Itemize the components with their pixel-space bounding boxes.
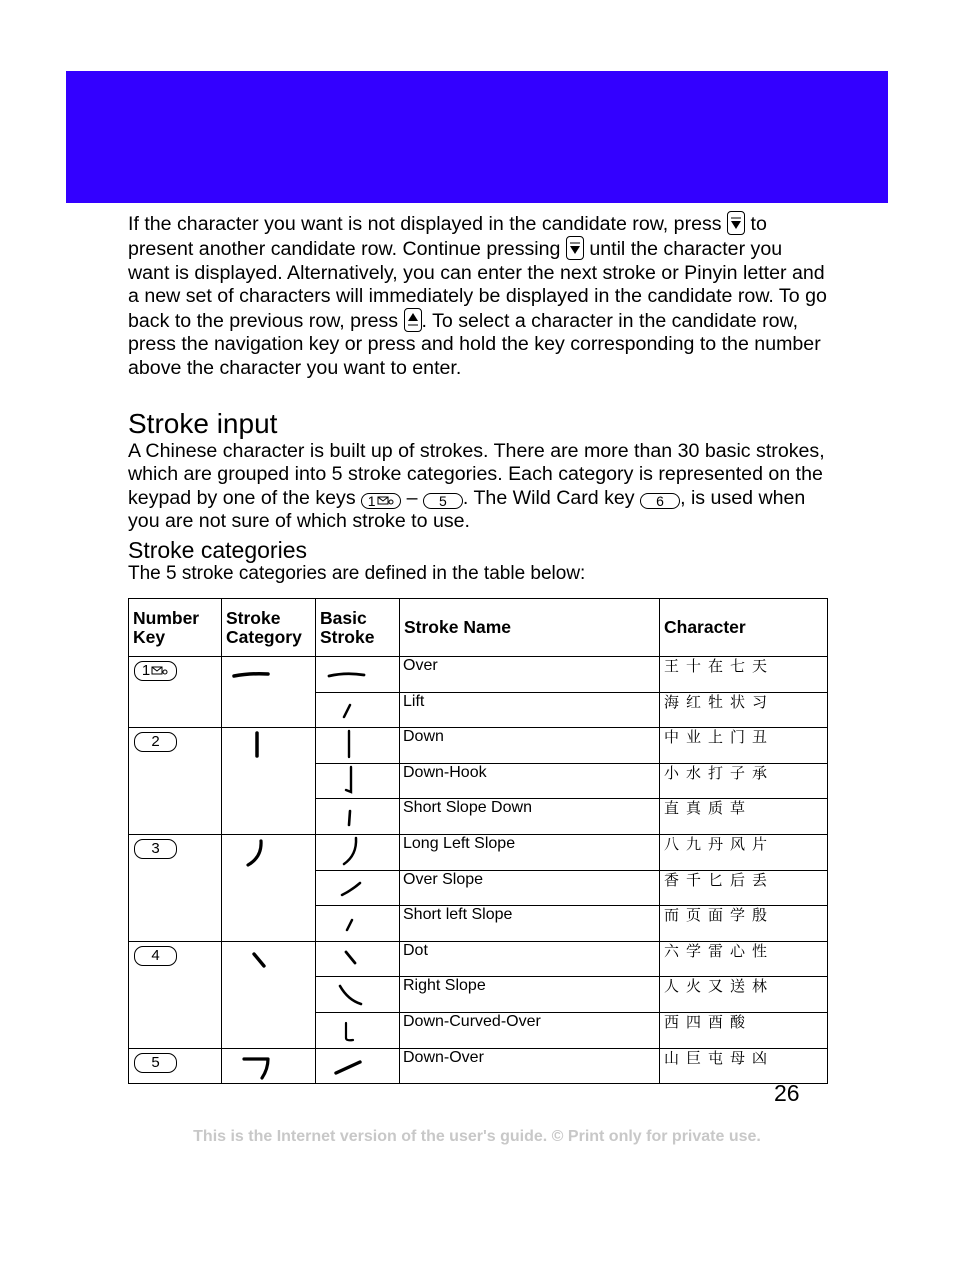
paragraph-text-1: If the character you want is not displayed in the candidate row, press: [128, 213, 722, 235]
stroke-categories-intro: The 5 stroke categories are defined in the table below:: [128, 563, 586, 584]
key-4-icon: 4: [134, 946, 177, 966]
table-row: [129, 728, 828, 764]
stroke-name: Down: [400, 728, 660, 764]
number-key-cell: [129, 834, 222, 941]
basic-stroke-down-over-icon: [316, 1048, 400, 1084]
footer-notice: This is the Internet version of the user's guide. © Print only for private use.: [193, 1128, 761, 1145]
example-characters: 山巨屯母凶: [660, 1048, 828, 1084]
basic-stroke-lift-icon: [316, 692, 400, 728]
example-characters: 香千匕后丢: [660, 870, 828, 906]
example-characters: 八九丹风片: [660, 834, 828, 870]
basic-stroke-long-left-slope-icon: [316, 834, 400, 870]
key-5-icon: 5: [423, 493, 463, 509]
stroke-input-text-2: . The Wild Card key: [462, 486, 635, 509]
stroke-name: Down-Curved-Over: [400, 1012, 660, 1048]
stroke-input-text-1: A Chinese character is built up of strokes. There are more than 30 basic strokes, which are grouped into 5 stroke categories. Each category is represented on the keypad by one of the keys: [128, 440, 825, 509]
table-row: [129, 941, 828, 977]
paragraph-text-3: until the character you want is displayed. Alternatively, you can enter the next stroke or Pinyin letter and a new set of characters will immediately be displayed in the candidate row. To go back to the previous row, press: [128, 238, 827, 333]
basic-stroke-short-slope-down-icon: [316, 799, 400, 835]
key-1-icon: 1: [361, 493, 401, 509]
key-2-icon: 2: [134, 732, 177, 752]
number-key-cell: [129, 728, 222, 835]
example-characters: 人火又送林: [660, 977, 828, 1013]
example-characters: 小水打子承: [660, 763, 828, 799]
basic-stroke-short-left-slope-icon: [316, 906, 400, 942]
stroke-name: Down-Over: [400, 1048, 660, 1084]
basic-stroke-down-curved-over-icon: [316, 1012, 400, 1048]
stroke-category-slope-icon: [222, 834, 316, 941]
example-characters: 王十在七天: [660, 657, 828, 693]
stroke-category-down-over-icon: [222, 1048, 316, 1084]
header-stroke-category: Stroke Category: [222, 599, 316, 657]
table-row: [129, 1048, 828, 1084]
example-characters: 直真质草: [660, 799, 828, 835]
dash: –: [406, 486, 418, 509]
stroke-table: [128, 598, 828, 1084]
basic-stroke-dot-icon: [316, 941, 400, 977]
number-key-cell: [129, 941, 222, 1048]
stroke-category-down-icon: [222, 728, 316, 835]
nav-up-icon: [404, 308, 422, 332]
example-characters: 而页面学殷: [660, 906, 828, 942]
paragraph-text-2: to present another candidate row. Continue pressing: [128, 213, 767, 261]
stroke-category-over-icon: [222, 657, 316, 728]
header-basic-stroke: Basic Stroke: [316, 599, 400, 657]
basic-stroke-over-slope-icon: [316, 870, 400, 906]
stroke-name: Over: [400, 657, 660, 693]
nav-down-icon: [566, 236, 584, 260]
header-character: Character: [660, 599, 828, 657]
basic-stroke-over-icon: [316, 657, 400, 693]
stroke-name: Short left Slope: [400, 906, 660, 942]
number-key-cell: [129, 1048, 222, 1084]
basic-stroke-right-slope-icon: [316, 977, 400, 1013]
example-characters: 中业上门丑: [660, 728, 828, 764]
key-5-icon: 5: [134, 1053, 177, 1073]
example-characters: 西四酉酸: [660, 1012, 828, 1048]
nav-down-icon: [727, 211, 745, 235]
key-1-icon: 1: [134, 661, 177, 681]
stroke-name: Right Slope: [400, 977, 660, 1013]
key-6-icon: 6: [640, 493, 680, 509]
page-number: 26: [774, 1080, 800, 1106]
stroke-name: Short Slope Down: [400, 799, 660, 835]
stroke-name: Long Left Slope: [400, 834, 660, 870]
stroke-name: Dot: [400, 941, 660, 977]
stroke-name: Over Slope: [400, 870, 660, 906]
table-row: [129, 657, 828, 693]
stroke-name: Lift: [400, 692, 660, 728]
table-row: [129, 834, 828, 870]
number-key-cell: [129, 657, 222, 728]
stroke-category-dot-icon: [222, 941, 316, 1048]
example-characters: 六学雷心性: [660, 941, 828, 977]
table-header-row: [129, 599, 828, 657]
basic-stroke-down-icon: [316, 728, 400, 764]
stroke-input-text-3: , is used when you are not sure of which stroke to use.: [128, 486, 806, 532]
stroke-input-heading: Stroke input: [128, 408, 278, 439]
basic-stroke-down-hook-icon: [316, 763, 400, 799]
candidate-row-paragraph: [128, 211, 828, 380]
stroke-name: Down-Hook: [400, 763, 660, 799]
stroke-categories-heading: Stroke categories: [128, 537, 307, 563]
example-characters: 海红牡状习: [660, 692, 828, 728]
header-banner: [66, 71, 888, 203]
stroke-input-paragraph: [128, 440, 828, 533]
header-number-key: Number Key: [129, 599, 222, 657]
key-3-icon: 3: [134, 839, 177, 859]
paragraph-text-4: . To select a character in the candidate row, press the navigation key or press and hold the key corresponding to the number above the character you want to enter.: [128, 310, 821, 379]
header-stroke-name: Stroke Name: [400, 599, 660, 657]
